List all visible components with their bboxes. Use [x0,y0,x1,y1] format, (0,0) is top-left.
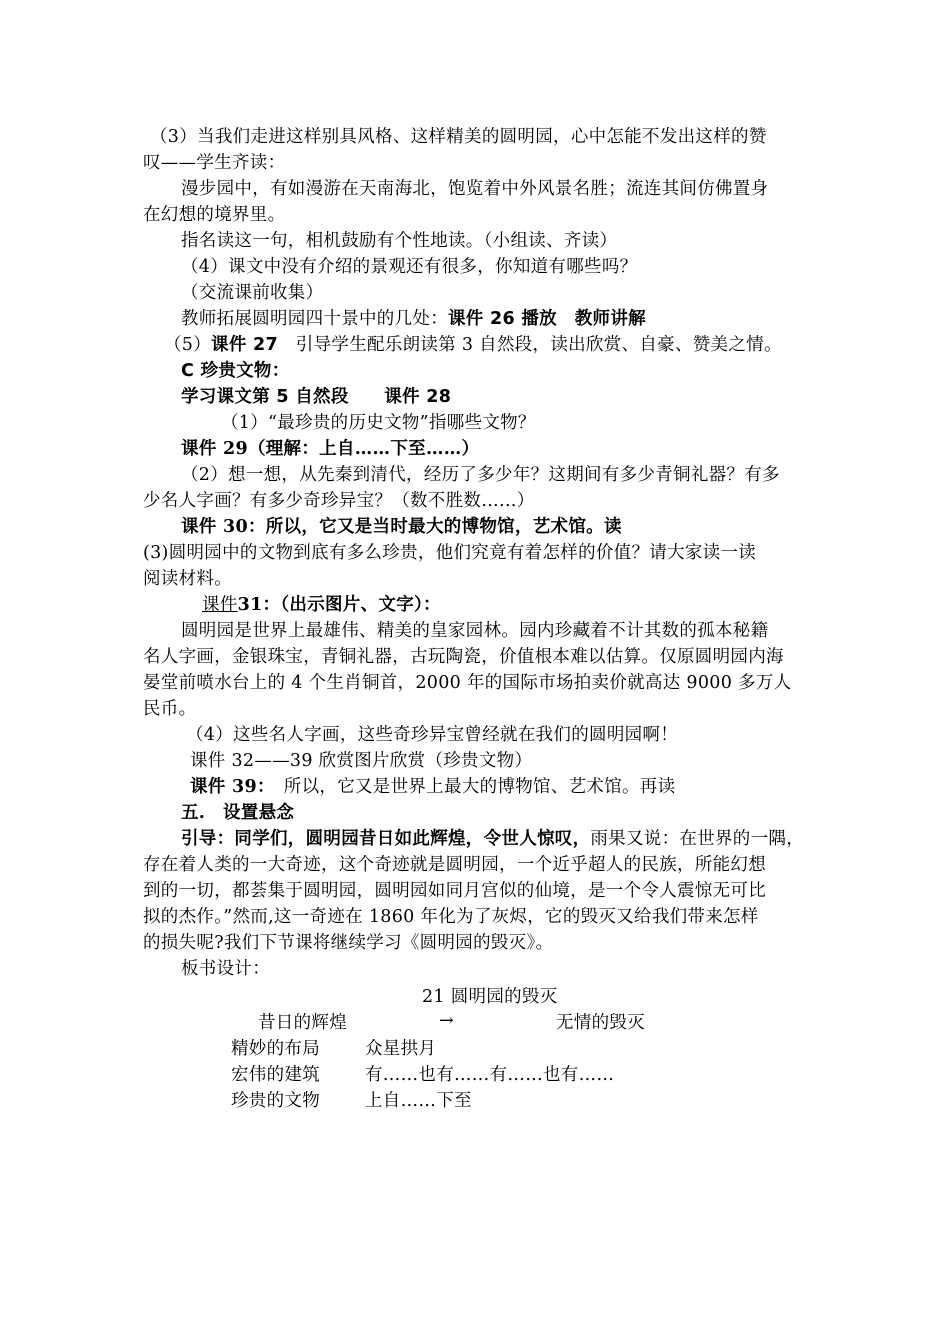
para-line: 指名读这一句，相机鼓励有个性地读。（小组读、齐读） [181,231,618,251]
para-line: 少名人字画？有多少奇珍异宝？（数不胜数……） [143,491,535,511]
courseware-label: 课件 26 播放 教师讲解 [448,309,646,329]
para-line [181,306,851,332]
para-line: 课件 32——39 欣赏图片欣赏（珍贵文物） [190,751,533,771]
text: 引导学生配乐朗读第 3 自然段，读出欣赏、自豪、赞美之情。 [278,335,782,355]
para-line: 晏堂前喷水台上的 4 个生肖铜首，2000 年的国际市场拍卖价就高达 9000 多万人 [143,673,792,693]
para-line: 名人字画，金银珠宝，青铜礼器，古玩陶瓷，价值根本难以估算。仅原圆明园内海 [143,647,784,667]
para-line: （交流课前收集） [181,283,324,303]
para-line: 的损失呢?我们下节课将继续学习《圆明园的毁灭》。 [143,933,554,953]
quote-line: 漫步园中，有如漫游在天南海北，饱览着中外风景名胜；流连其间仿佛置身 [181,179,769,199]
courseware-line: 课件 29（理解：上自……下至……） [181,439,480,459]
para-line: （1）“最珍贵的历史文物”指哪些文物？ [221,413,536,433]
para-line [181,826,851,852]
board-row-key: 珍贵的文物 [231,1091,320,1111]
para-line: （2）想一想，从先秦到清代，经历了多少年？这期间有多少青铜礼器？有多 [181,465,780,485]
para-line: (3)圆明园中的文物到底有多么珍贵，他们究竟有着怎样的价值？请大家读一读 [143,543,757,563]
para-line: 阅读材料。 [143,569,232,589]
courseware-label: 课件 [202,595,238,615]
para-line: 拟的杰作。”然而,这一奇迹在 1860 年化为了灰烬，它的毁灭又给我们带来怎样 [143,907,759,927]
arrow-icon: → [439,1011,454,1031]
para-line [164,332,834,358]
courseware-line [190,774,860,800]
para-line: 到的一切，都荟集于圆明园，圆明园如同月宫似的仙境，是一个令人震惊无可比 [143,881,766,901]
text: 所以，它又是世界上最大的博物馆、艺术馆。再读 [266,777,676,797]
para-line: 民币。 [143,699,197,719]
para-line: 圆明园是世界上最雄伟、精美的皇家园林。园内珍藏着不计其数的孤本秘籍 [181,621,769,641]
para-line: 叹——学生齐读： [143,153,286,173]
board-row-value: 上自……下至 [365,1091,472,1111]
courseware-line [202,592,872,618]
section-heading: 学习课文第 5 自然段 课件 28 [181,387,452,407]
para-line: 存在着人类的一大奇迹，这个奇迹就是圆明园，一个近乎超人的民族，所能幻想 [143,855,766,875]
board-right-head: 无情的毁灭 [556,1013,645,1033]
para-line: （3）当我们走进这样别具风格、这样精美的圆明园，心中怎能不发出这样的赞 [150,127,767,147]
board-title: 21 圆明园的毁灭 [422,987,558,1007]
para-line: （4）课文中没有介绍的景观还有很多，你知道有哪些吗？ [181,257,638,277]
section-heading: 五. 设置悬念 [181,803,295,823]
text: 教师拓展圆明园四十景中的几处： [181,309,448,329]
board-label: 板书设计： [181,959,270,979]
text: 雨果又说：在世界的一隅， [590,829,805,849]
board-row-key: 宏伟的建筑 [231,1065,320,1085]
quote-line: 在幻想的境界里。 [143,205,286,225]
board-row-key: 精妙的布局 [231,1039,320,1059]
courseware-line: 课件 30：所以，它又是当时最大的博物馆，艺术馆。读 [181,517,622,537]
section-heading: C 珍贵文物： [181,361,290,381]
board-row-value: 众星拱月 [365,1039,437,1059]
board-row-value: 有……也有……有……也有…… [365,1065,615,1085]
lead-text: 引导：同学们，圆明园昔日如此辉煌，令世人惊叹， [181,829,591,849]
courseware-label: 课件 39： [190,777,266,797]
text: （5） [164,335,212,355]
para-line: （4）这些名人字画，这些奇珍异宝曾经就在我们的圆明园啊！ [186,725,679,745]
board-left-head: 昔日的辉煌 [258,1013,347,1033]
courseware-label: 课件 27 [211,335,278,355]
courseware-text: 31：（出示图片、文字）： [237,595,441,615]
